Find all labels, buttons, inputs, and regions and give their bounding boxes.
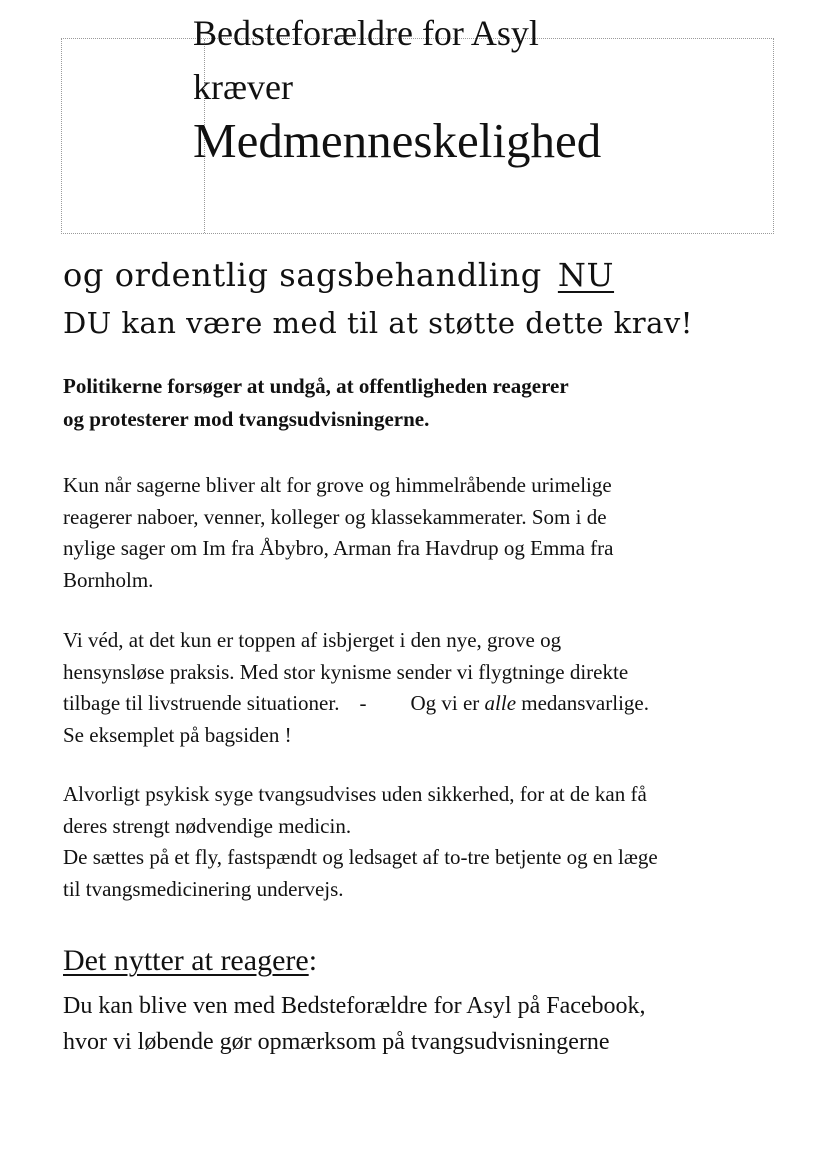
paragraph-line: reagerer naboer, venner, kolleger og klassekammerater. Som i de [63, 504, 607, 529]
paragraph-line: Bornholm. [63, 567, 154, 592]
paragraph-line: hensynsløse praksis. Med stor kynisme sender vi flygtninge direkte [63, 659, 629, 684]
line-part: medansvarlige. [521, 691, 649, 715]
main-demand-heading: Medmenneskelighed [193, 113, 602, 168]
paragraph-2 [63, 625, 783, 751]
paragraph-line: deres strengt nødvendige medicin. [63, 813, 352, 838]
paragraph-line: til tvangsmedicinering undervejs. [63, 876, 344, 901]
call-to-action-heading [63, 944, 317, 978]
logo-placeholder [62, 39, 204, 233]
italic-emphasis: alle [484, 691, 517, 715]
paragraph-1 [63, 470, 783, 596]
paragraph-line: Se eksemplet på bagsiden ! [63, 722, 292, 747]
intro-line: og protesterer mod tvangsudvisningerne. [63, 407, 430, 431]
paragraph-line: Vi véd, at det kun er toppen af isbjerget i den nye, grove og [63, 628, 562, 652]
subheading-text: og ordentlig sagsbehandling [63, 256, 542, 294]
call-to-action-text [63, 988, 783, 1060]
subheading-line-1 [63, 256, 614, 294]
paragraph-line: nylige sager om Im fra Åbybro, Arman fra Havdrup og Emma fra [63, 536, 614, 560]
dash: - [359, 691, 367, 715]
intro-bold-paragraph [63, 370, 763, 436]
cta-heading-text: Det nytter at reagere [63, 944, 309, 977]
cta-line: hvor vi løbende gør opmærksom på tvangsudvisningerne [63, 1029, 610, 1055]
paragraph-line: Alvorligt psykisk syge tvangsudvises uden sikkerhed, for at de kan få [63, 782, 647, 806]
cta-line: Du kan blive ven med Bedsteforældre for Asyl på Facebook, [63, 993, 646, 1019]
paragraph-line: Kun når sagerne bliver alt for grove og himmelråbende urimelige [63, 473, 612, 497]
line-part: Og vi er [410, 691, 480, 715]
paragraph-3 [63, 779, 783, 905]
header-verb: kræver [193, 67, 293, 107]
org-title: Bedsteforældre for Asyl [193, 13, 539, 53]
cta-heading-colon: : [308, 944, 318, 977]
intro-line: Politikerne forsøger at undgå, at offentligheden reagerer [63, 374, 569, 398]
paragraph-line [63, 688, 783, 720]
subheading-line-2: DU kan være med til at støtte dette krav! [63, 306, 693, 340]
subheading-emphasis: NU [557, 256, 615, 294]
line-part: tilbage til livstruende situationer. [63, 691, 340, 715]
paragraph-line: De sættes på et fly, fastspændt og ledsaget af to-tre betjente og en læge [63, 845, 658, 869]
